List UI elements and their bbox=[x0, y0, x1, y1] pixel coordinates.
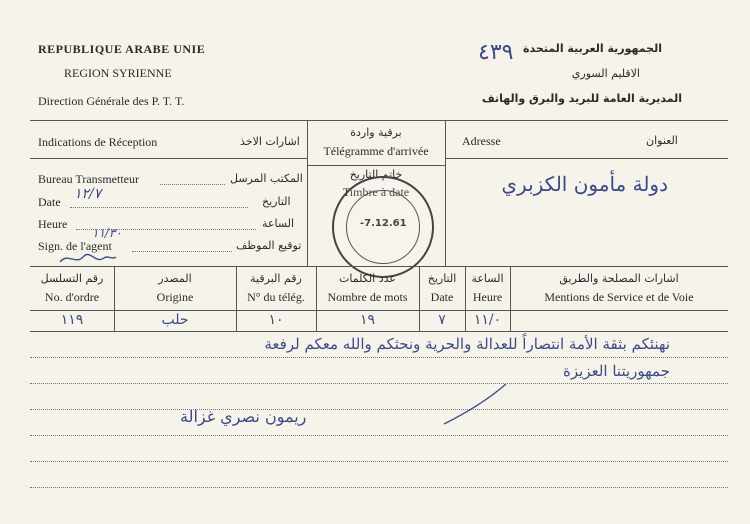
reception-date-value: ١٢/٧ bbox=[74, 186, 102, 202]
message-line-1 bbox=[30, 357, 728, 358]
postmark-date: -7.12.61 bbox=[360, 218, 407, 229]
col-mentions-fr: Mentions de Service et de Voie bbox=[544, 290, 694, 304]
address-value: دولة مأمون الكزبري bbox=[501, 172, 668, 196]
message-line-6 bbox=[30, 487, 728, 488]
reception-line-date bbox=[70, 207, 248, 208]
col-telegramme-ar: رقم البرقية bbox=[250, 272, 302, 285]
stamp-label-ar: خاتم التاريخ bbox=[349, 168, 403, 181]
header-fr-line1: REPUBLIQUE ARABE UNIE bbox=[38, 42, 206, 56]
telegram-header-border bbox=[307, 165, 445, 166]
message-end-stroke bbox=[440, 380, 510, 430]
postmark-stamp bbox=[332, 176, 434, 278]
col-mots-fr: Nombre de mots bbox=[327, 290, 408, 304]
message-line-4 bbox=[30, 435, 728, 436]
stamp-label-fr: Timbre à date bbox=[342, 185, 410, 199]
reception-label-sign-ar: توقيع الموظف bbox=[236, 239, 302, 252]
reception-label-heure-ar: الساعة bbox=[262, 217, 295, 230]
section-top-border bbox=[30, 120, 728, 121]
address-label-fr: Adresse bbox=[462, 134, 501, 148]
address-label-ar: العنوان bbox=[646, 134, 678, 147]
reception-label-date: Date bbox=[38, 195, 61, 209]
message-text-line1: نهنئكم بثقة الأمة انتصاراً للعدالة والحرية ونحثكم والله معكم لرفعة bbox=[264, 335, 670, 353]
reception-header-border bbox=[30, 158, 307, 159]
message-line-2 bbox=[30, 383, 728, 384]
reception-label-bureau: Bureau Transmetteur bbox=[38, 172, 139, 186]
telegram-title-ar: برقية واردة bbox=[350, 126, 402, 139]
reception-line-sign bbox=[132, 251, 232, 252]
value-date: ٧ bbox=[438, 312, 446, 328]
value-telegramme: ١٠ bbox=[268, 312, 284, 328]
reception-label-date-ar: التاريخ bbox=[262, 195, 291, 208]
col-origine-ar: المصدر bbox=[158, 272, 192, 285]
header-ar-line1: الجمهورية العربية المتحدة bbox=[523, 42, 662, 55]
reception-label-bureau-ar: المكتب المرسل bbox=[230, 172, 303, 185]
col-mots-ar: عدد الكلمات bbox=[339, 272, 396, 285]
value-origine: حلب bbox=[161, 312, 189, 328]
service-table-bottom-border bbox=[30, 331, 728, 332]
header-fr-line3: Direction Générale des P. T. T. bbox=[38, 94, 185, 108]
service-table-top-border bbox=[30, 266, 728, 267]
message-line-3 bbox=[30, 409, 728, 410]
service-table-header-border bbox=[30, 310, 728, 311]
col-heure-ar: الساعة bbox=[471, 272, 504, 285]
col-heure-fr: Heure bbox=[472, 290, 503, 304]
message-signature: ريمون نصري غزالة bbox=[180, 407, 307, 426]
header-fr-line2: REGION SYRIENNE bbox=[64, 66, 172, 80]
reception-label-sign: Sign. de l'agent bbox=[38, 239, 112, 253]
reception-line-bureau bbox=[160, 184, 225, 185]
message-line-5 bbox=[30, 461, 728, 462]
header-ar-line2: الاقليم السوري bbox=[571, 67, 640, 80]
telegram-title-fr: Télégramme d'arrivée bbox=[323, 144, 429, 158]
value-mots: ١٩ bbox=[359, 312, 376, 328]
address-header-border bbox=[445, 158, 728, 159]
reception-label-heure: Heure bbox=[38, 217, 68, 231]
message-text-line2: جمهوريتنا العزيزة bbox=[563, 362, 670, 380]
col-telegramme-fr: N° du télég. bbox=[247, 290, 305, 304]
handwritten-reference-number: ٤٣٩ bbox=[478, 40, 514, 65]
col-date-ar: التاريخ bbox=[427, 272, 457, 285]
reception-title-ar: اشارات الاخذ bbox=[240, 135, 300, 148]
col-origine-fr: Origine bbox=[156, 290, 194, 304]
col-mentions-ar: اشارات المصلحة والطريق bbox=[559, 272, 679, 285]
header-ar-line3: المديرية العامة للبريد والبرق والهاتف bbox=[481, 92, 682, 105]
col-ordre-fr: No. d'ordre bbox=[44, 290, 100, 304]
reception-sign-value: ١١/٣٠ bbox=[92, 226, 122, 240]
agent-signature-scribble bbox=[58, 248, 118, 268]
col-ordre-ar: رقم التسلسل bbox=[40, 272, 104, 285]
section-divider-right bbox=[445, 120, 446, 266]
col-date-fr: Date bbox=[430, 290, 454, 304]
reception-title-fr: Indications de Réception bbox=[38, 135, 158, 149]
value-ordre: ١١٩ bbox=[60, 312, 84, 328]
value-heure: ١١/٠ bbox=[473, 312, 502, 328]
